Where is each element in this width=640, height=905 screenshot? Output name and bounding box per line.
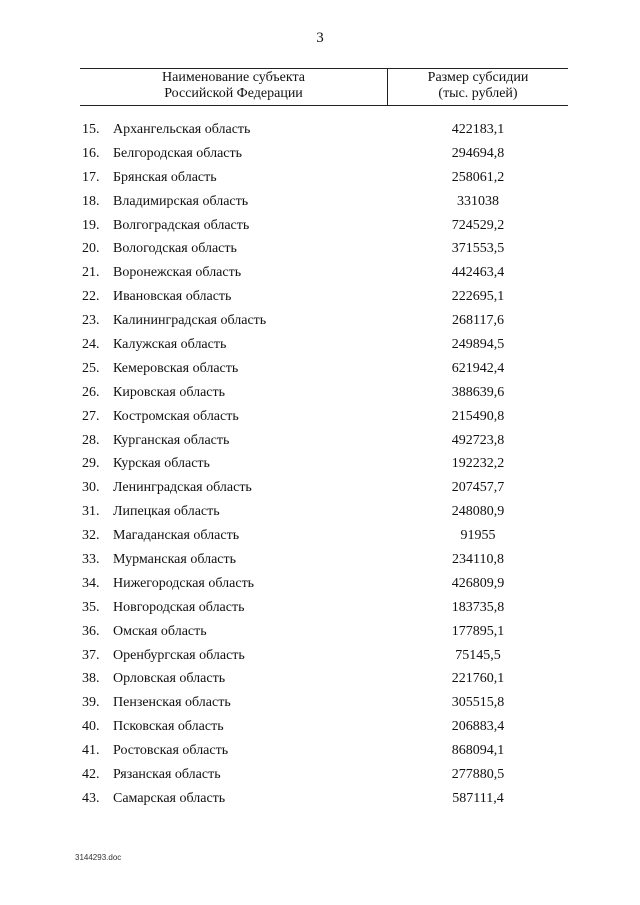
subsidy-amount: 249894,5 xyxy=(451,337,505,353)
table-row xyxy=(80,120,568,144)
table-row xyxy=(80,526,568,550)
table-row xyxy=(80,263,568,287)
region-name: Владимирская область xyxy=(113,193,249,209)
subsidy-amount: 268117,6 xyxy=(452,313,504,329)
region-name: Курская область xyxy=(113,456,210,472)
table-row xyxy=(80,502,568,526)
subsidy-amount: 206883,4 xyxy=(451,719,505,735)
page-number: 3 xyxy=(316,30,324,46)
table-row xyxy=(80,431,568,455)
table-row xyxy=(80,550,568,574)
header-region-name xyxy=(80,70,387,102)
subsidy-amount: 221760,1 xyxy=(451,671,505,687)
header-subsidy-amount-line2: (тыс. рублей) xyxy=(438,86,518,101)
subsidy-amount: 442463,4 xyxy=(451,265,505,281)
subsidy-amount: 621942,4 xyxy=(451,360,505,376)
header-subsidy-amount xyxy=(388,70,568,102)
table-row xyxy=(80,359,568,383)
header-region-name-line2: Российской Федерации xyxy=(164,86,303,101)
region-name: Брянская область xyxy=(113,169,217,185)
subsidy-amount: 207457,7 xyxy=(451,480,505,496)
region-name: Архангельская область xyxy=(113,122,251,137)
row-number: 29. xyxy=(82,456,100,472)
row-number: 40. xyxy=(82,719,100,735)
table-row xyxy=(80,693,568,717)
subsidy-amount: 492723,8 xyxy=(451,432,505,448)
row-number: 31. xyxy=(82,504,100,520)
row-number: 37. xyxy=(82,647,100,663)
row-number: 20. xyxy=(82,241,100,257)
region-name: Магаданская область xyxy=(113,528,240,544)
region-name: Рязанская область xyxy=(113,767,221,783)
row-number: 42. xyxy=(82,767,100,783)
region-name: Оренбургская область xyxy=(113,647,245,663)
region-name: Пензенская область xyxy=(113,695,231,711)
table-row xyxy=(80,335,568,359)
row-number: 35. xyxy=(82,599,100,615)
subsidy-amount: 248080,9 xyxy=(451,504,505,520)
subsidy-amount: 277880,5 xyxy=(451,767,505,783)
table-row xyxy=(80,383,568,407)
table-body xyxy=(80,120,568,813)
row-number: 32. xyxy=(82,528,100,544)
row-number: 21. xyxy=(82,265,100,281)
region-name: Калужская область xyxy=(113,337,227,353)
subsidy-amount: 215490,8 xyxy=(451,408,505,424)
subsidy-amount: 75145,5 xyxy=(455,647,501,663)
table-header xyxy=(80,68,568,106)
table-row xyxy=(80,239,568,263)
subsidy-amount: 422183,1 xyxy=(451,122,505,137)
header-region-name-line1: Наименование субъекта xyxy=(162,70,305,85)
subsidy-amount: 183735,8 xyxy=(451,599,505,615)
subsidy-amount: 294694,8 xyxy=(451,145,505,161)
row-number: 34. xyxy=(82,575,100,591)
region-name: Ростовская область xyxy=(113,743,229,759)
region-name: Белгородская область xyxy=(113,145,243,161)
table-row xyxy=(80,622,568,646)
region-name: Новгородская область xyxy=(113,599,245,615)
subsidy-amount: 177895,1 xyxy=(451,623,505,639)
region-name: Нижегородская область xyxy=(113,575,255,591)
row-number: 28. xyxy=(82,432,100,448)
row-number: 39. xyxy=(82,695,100,711)
row-number: 30. xyxy=(82,480,100,496)
table-row xyxy=(80,717,568,741)
table-row xyxy=(80,765,568,789)
table-row xyxy=(80,168,568,192)
region-name: Волгоградская область xyxy=(113,217,250,233)
region-name: Ивановская область xyxy=(113,289,232,305)
subsidy-amount: 724529,2 xyxy=(451,217,505,233)
row-number: 18. xyxy=(82,193,100,209)
region-name: Кировская область xyxy=(113,384,226,400)
table-row xyxy=(80,454,568,478)
subsidy-amount: 258061,2 xyxy=(451,169,505,185)
table-row xyxy=(80,287,568,311)
region-name: Орловская область xyxy=(113,671,226,687)
subsidy-amount: 305515,8 xyxy=(451,695,505,711)
region-name: Ленинградская область xyxy=(113,480,252,496)
row-number: 27. xyxy=(82,408,100,424)
row-number: 33. xyxy=(82,552,100,568)
row-number: 15. xyxy=(82,122,100,137)
table-row xyxy=(80,646,568,670)
table-row xyxy=(80,407,568,431)
table-row xyxy=(80,574,568,598)
table-row xyxy=(80,598,568,622)
subsidy-amount: 388639,6 xyxy=(451,384,505,400)
region-name: Псковская область xyxy=(113,719,224,735)
region-name: Липецкая область xyxy=(113,504,220,520)
region-name: Самарская область xyxy=(113,790,226,806)
table-row xyxy=(80,669,568,693)
region-name: Костромская область xyxy=(113,408,239,424)
region-name: Мурманская область xyxy=(113,552,237,568)
region-name: Курганская область xyxy=(113,432,230,448)
region-name: Кемеровская область xyxy=(113,360,239,376)
table-row xyxy=(80,478,568,502)
subsidy-amount: 868094,1 xyxy=(451,743,505,759)
subsidy-amount: 587111,4 xyxy=(452,790,504,806)
document-file-name: 3144293.doc xyxy=(75,853,122,862)
header-subsidy-amount-line1: Размер субсидии xyxy=(427,70,529,85)
table-row xyxy=(80,144,568,168)
row-number: 36. xyxy=(82,623,100,639)
subsidy-amount: 222695,1 xyxy=(451,289,505,305)
subsidy-amount: 371553,5 xyxy=(451,241,505,257)
region-name: Воронежская область xyxy=(113,265,242,281)
table-row xyxy=(80,216,568,240)
row-number: 41. xyxy=(82,743,100,759)
table-row xyxy=(80,741,568,765)
subsidy-amount: 426809,9 xyxy=(451,575,505,591)
table-row xyxy=(80,789,568,813)
subsidy-amount: 192232,2 xyxy=(451,456,505,472)
subsidy-amount: 91955 xyxy=(460,528,496,544)
row-number: 22. xyxy=(82,289,100,305)
row-number: 24. xyxy=(82,337,100,353)
row-number: 23. xyxy=(82,313,100,329)
row-number: 19. xyxy=(82,217,100,233)
subsidy-amount: 234110,8 xyxy=(452,552,504,568)
region-name: Омская область xyxy=(113,623,207,639)
row-number: 38. xyxy=(82,671,100,687)
table-row xyxy=(80,192,568,216)
row-number: 17. xyxy=(82,169,100,185)
region-name: Вологодская область xyxy=(113,241,237,257)
row-number: 16. xyxy=(82,145,100,161)
row-number: 25. xyxy=(82,360,100,376)
subsidy-amount: 331038 xyxy=(457,193,499,209)
row-number: 26. xyxy=(82,384,100,400)
row-number: 43. xyxy=(82,790,100,806)
region-name: Калининградская область xyxy=(113,313,267,329)
table-row xyxy=(80,311,568,335)
